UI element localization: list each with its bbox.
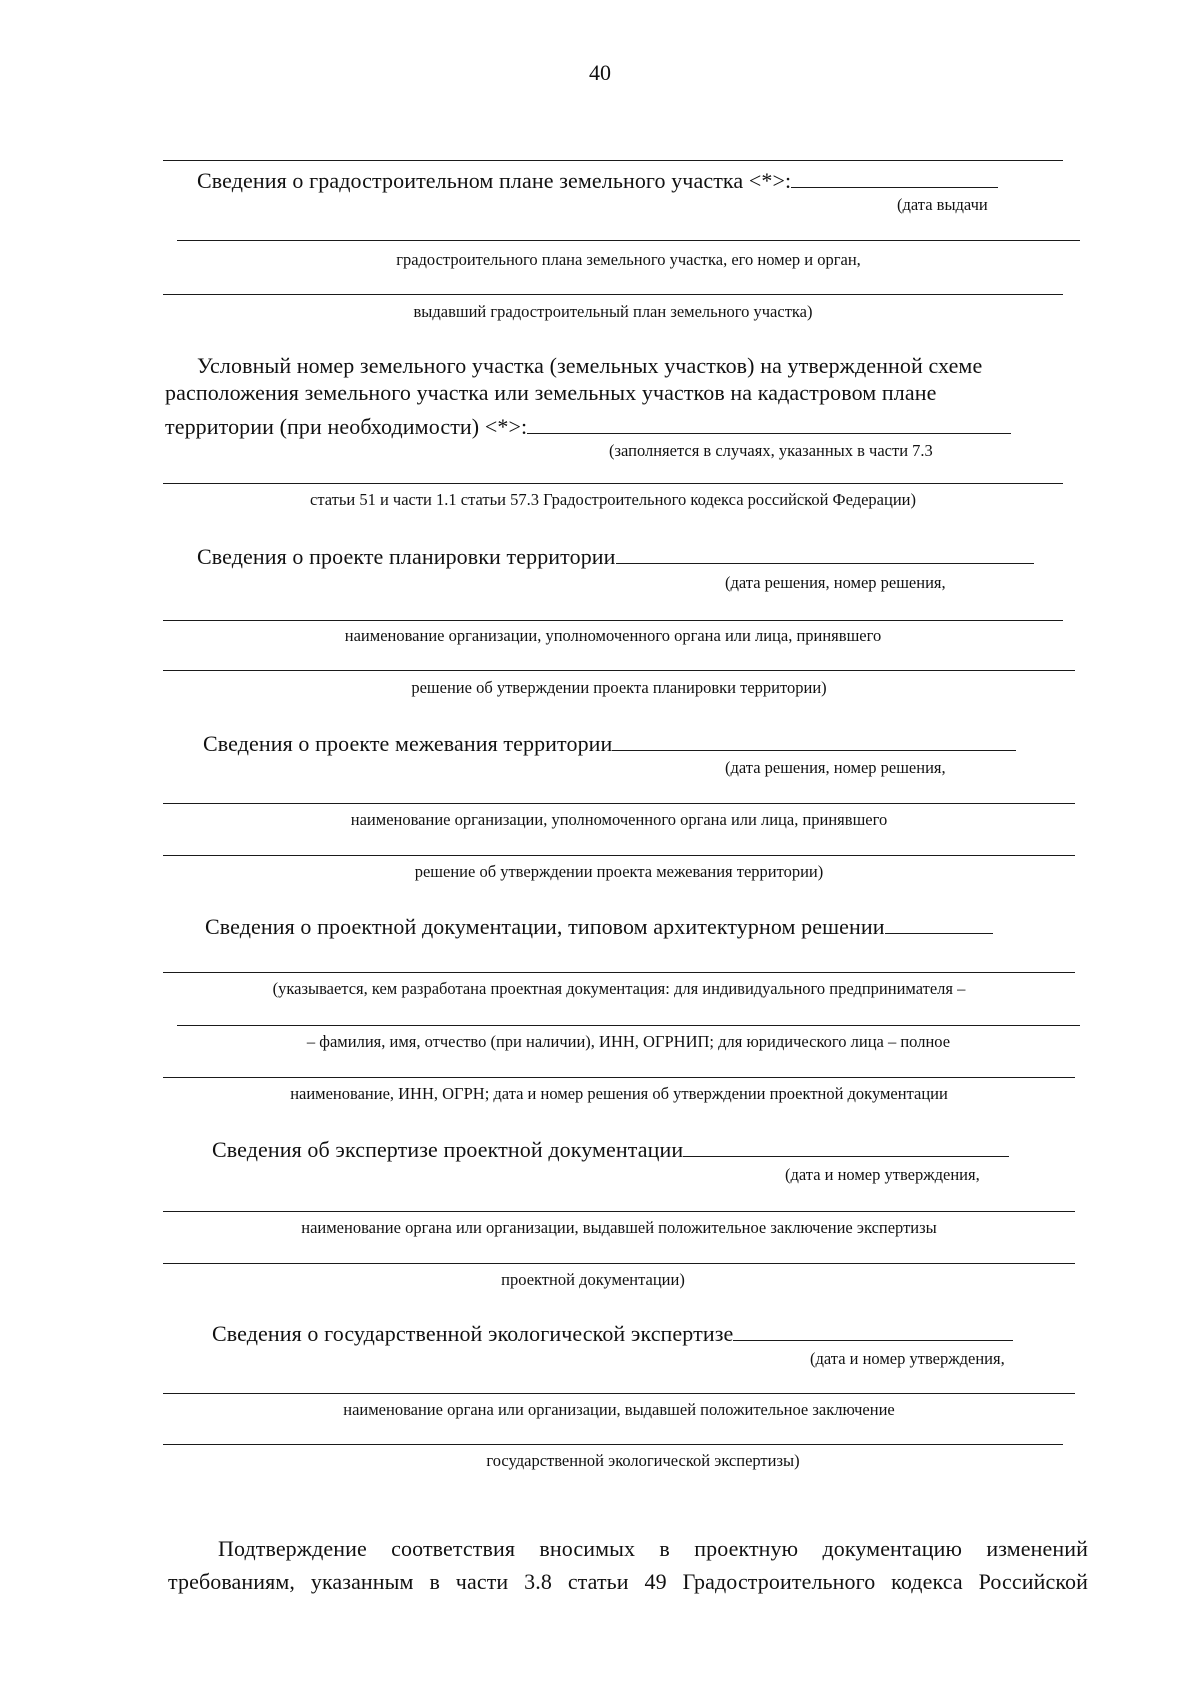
expertise-note-2: наименование органа или организации, выдавшей положительное заключение экспертизы: [301, 1218, 937, 1237]
gpzu-note-3: выдавший градостроительный план земельного участка): [413, 302, 813, 321]
project-documentation-input-line[interactable]: [885, 913, 993, 934]
planning-project-note-1: (дата решения, номер решения,: [725, 573, 946, 592]
planning-project-note-3: решение об утверждении проекта планировки территории): [411, 678, 827, 697]
expertise-note-3: проектной документации): [501, 1270, 685, 1289]
gpzu-note-2: градостроительного плана земельного участка, его номер и орган,: [396, 250, 861, 269]
gpzu-rule-2[interactable]: [177, 240, 1080, 241]
project-documentation-note-2: – фамилия, имя, отчество (при наличии), ИНН, ОГРНИП; для юридического лица – полное: [306, 1032, 951, 1051]
eco-expertise-note-3: государственной экологической экспертизы): [486, 1451, 800, 1470]
expertise-rule-3[interactable]: [163, 1263, 1075, 1264]
project-documentation-line: [205, 913, 993, 940]
project-documentation-note-3: наименование, ИНН, ОГРН; дата и номер решения об утверждении проектной документации: [290, 1084, 948, 1103]
top-rule: [163, 160, 1063, 161]
eco-expertise-title: Сведения о государственной экологической экспертизе: [212, 1321, 734, 1346]
planning-project-title: Сведения о проекте планировки территории: [197, 544, 616, 569]
expertise-line: [212, 1136, 1009, 1163]
planning-project-rule-2[interactable]: [163, 620, 1063, 621]
planning-project-rule-3[interactable]: [163, 670, 1075, 671]
conditional-number-line-3: территории (при необходимости) <*>:: [165, 414, 528, 439]
gpzu-input-line[interactable]: [791, 167, 998, 188]
project-documentation-rule-3[interactable]: [177, 1025, 1080, 1026]
planning-project-note-2: наименование организации, уполномоченного органа или лица, принявшего: [344, 626, 882, 645]
eco-expertise-rule-3[interactable]: [163, 1444, 1063, 1445]
eco-expertise-line: [212, 1320, 1013, 1347]
project-documentation-rule-2[interactable]: [163, 972, 1075, 973]
surveying-project-rule-2[interactable]: [163, 803, 1075, 804]
surveying-project-note-1: (дата решения, номер решения,: [725, 758, 946, 777]
surveying-project-title: Сведения о проекте межевания территории: [203, 731, 613, 756]
project-documentation-note-1: (указывается, кем разработана проектная документация: для индивидуального предпринимателя –: [272, 979, 966, 998]
expertise-rule-2[interactable]: [163, 1211, 1075, 1212]
confirmation-line-2: требованиям, указанным в части 3.8 статьи 49 Градостроительного кодекса Российской: [168, 1569, 1088, 1594]
project-documentation-rule-4[interactable]: [163, 1077, 1075, 1078]
conditional-number-note-2: статьи 51 и части 1.1 статьи 57.3 Градостроительного кодекса российской Федерации): [310, 490, 916, 509]
surveying-project-note-3: решение об утверждении проекта межевания территории): [414, 862, 824, 881]
eco-expertise-note-1: (дата и номер утверждения,: [810, 1349, 1005, 1368]
surveying-project-input-line[interactable]: [612, 730, 1016, 751]
gpzu-rule-3[interactable]: [163, 294, 1063, 295]
expertise-input-line[interactable]: [683, 1136, 1009, 1157]
conditional-number-line-3-wrap: [165, 413, 1011, 440]
planning-project-input-line[interactable]: [616, 543, 1034, 564]
conditional-number-line-1: Условный номер земельного участка (земельных участков) на утвержденной схеме: [197, 353, 983, 378]
expertise-note-1: (дата и номер утверждения,: [785, 1165, 980, 1184]
conditional-number-input-line[interactable]: [527, 413, 1011, 434]
gpzu-title: Сведения о градостроительном плане земельного участка <*>:: [197, 168, 792, 193]
planning-project-line: [197, 543, 1034, 570]
eco-expertise-input-line[interactable]: [733, 1320, 1013, 1341]
eco-expertise-rule-2[interactable]: [163, 1393, 1075, 1394]
surveying-project-line: [203, 730, 1016, 757]
surveying-project-rule-3[interactable]: [163, 855, 1075, 856]
expertise-title: Сведения об экспертизе проектной документации: [212, 1137, 684, 1162]
confirmation-line-1: Подтверждение соответствия вносимых в проектную документацию изменений: [218, 1536, 1088, 1561]
gpzu-title-line: [197, 167, 998, 194]
surveying-project-note-2: наименование организации, уполномоченного органа или лица, принявшего: [350, 810, 888, 829]
project-documentation-title: Сведения о проектной документации, типовом архитектурном решении: [205, 914, 885, 939]
conditional-number-rule-2[interactable]: [163, 483, 1063, 484]
gpzu-note-1: (дата выдачи: [897, 195, 988, 214]
conditional-number-note-1: (заполняется в случаях, указанных в части 7.3: [609, 441, 933, 460]
eco-expertise-note-2: наименование органа или организации, выдавшей положительное заключение: [343, 1400, 895, 1419]
conditional-number-line-2: расположения земельного участка или земельных участков на кадастровом плане: [165, 380, 937, 405]
page-number: 40: [589, 60, 611, 85]
